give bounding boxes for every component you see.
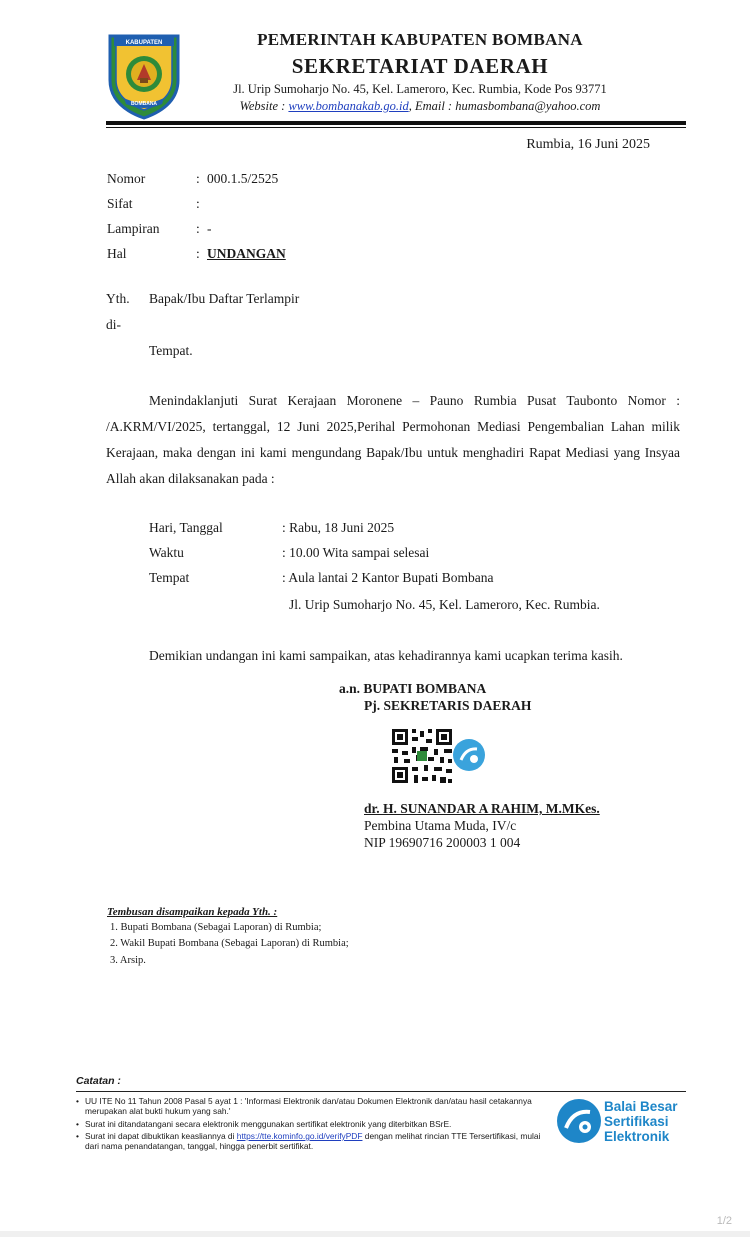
footer-note-verify [76,1131,546,1151]
qr-code [390,727,454,785]
closing-sentence: Demikian undangan ini kami sampaikan, atas kehadirannya kami ucapkan terima kasih. [149,648,623,663]
nomor-value: 000.1.5/2525 [207,171,279,186]
bsre-line: Elektronik [604,1129,670,1144]
bsre-seal-icon [452,738,486,772]
email-label: , Email : [408,99,456,113]
time-value: : 10.00 Wita sampai selesai [282,545,430,560]
bsre-wordmark [604,1099,704,1144]
footer-rule [76,1091,686,1092]
verify-link[interactable]: https://tte.kominfo.go.id/verifyPDF [236,1131,363,1141]
website-link[interactable]: www.bombanakab.go.id [288,99,409,113]
note-text [76,1131,546,1151]
letterhead-rule-thick [106,121,686,125]
signer-rank: Pembina Utama Muda, IV/c [364,818,517,833]
nomor-label: Nomor [107,171,146,186]
verify-text-pre: Surat ini dapat dibuktikan keasliannya di [85,1131,237,1141]
svg-text:BOMBANA: BOMBANA [130,101,158,107]
tembusan-item: 2. Wakil Bupati Bombana (Sebagai Laporan) di Rumbia; [110,938,349,949]
office-address: Jl. Urip Sumoharjo No. 45, Kel. Lameroro, Kec. Rumbia, Kode Pos 93771 [233,82,607,96]
signature-an: a.n. BUPATI BOMBANA [339,681,487,696]
footer-note-bsre [76,1119,566,1129]
bsre-line: Sertifikasi [604,1114,669,1129]
place-label: Tempat [149,570,190,585]
body-paragraph [106,388,680,492]
letterhead-rule-thin [106,127,686,128]
time-label: Waktu [149,545,184,560]
bullet: • [76,1131,79,1141]
government-name: PEMERINTAH KABUPATEN BOMBANA [257,30,583,49]
hal-colon: : [196,246,200,261]
lampiran-colon: : [196,221,200,236]
tembusan-item: 1. Bupati Bombana (Sebagai Laporan) di Rumbia; [110,922,322,933]
website-label: Website : [239,99,289,113]
bsre-logo-icon [556,1098,602,1144]
day-label: Hari, Tanggal [149,520,223,535]
place-address: Jl. Urip Sumoharjo No. 45, Kel. Lameroro, Kec. Rumbia. [289,597,600,612]
svg-text:KABUPATEN: KABUPATEN [125,40,163,46]
catatan-label: Catatan : [76,1075,121,1087]
tembusan-item: 3. Arsip. [110,955,146,966]
office-name: SEKRETARIAT DAERAH [291,54,549,78]
lampiran-value: - [207,221,212,236]
bullet: • [76,1096,79,1106]
yth-label: Yth. [106,291,130,306]
nomor-colon: : [196,171,200,186]
signature-role: Pj. SEKRETARIS DAERAH [364,698,532,713]
note-text: UU ITE No 11 Tahun 2008 Pasal 5 ayat 1 : 'Informasi Elektronik dan/atau Dokumen Elektronik dan/atau hasil cetakannya merupakan alat bukti hukum yang sah.' [85,1096,532,1116]
place-value: : Aula lantai 2 Kantor Bupati Bombana [282,570,494,585]
hal-label: Hal [107,246,127,261]
page-indicator: 1/2 [716,1215,732,1227]
signer-name: dr. H. SUNANDAR A RAHIM, M.MKes. [364,801,600,816]
lampiran-label: Lampiran [107,221,160,236]
di-label: di- [106,317,121,332]
tembusan-title: Tembusan disampaikan kepada Yth. : [107,906,278,918]
viewer-bottom-strip [0,1231,750,1237]
addressee-name: Bapak/Ibu Daftar Terlampir [149,291,300,306]
footer-note-ite [76,1096,566,1116]
sifat-colon: : [196,196,200,211]
email-address: humasbombana@yahoo.com [455,99,601,113]
addressee-place: Tempat. [149,343,193,358]
sifat-label: Sifat [107,196,133,211]
note-text: Surat ini ditandatangani secara elektronik menggunakan sertifikat elektronik yang diterbitkan BSrE. [85,1119,452,1129]
day-value: : Rabu, 18 Juni 2025 [282,520,395,535]
bullet: • [76,1119,79,1129]
body-paragraph-text: Menindaklanjuti Surat Kerajaan Moronene – Pauno Rumbia Pusat Taubonto Nomor : /A.KRM/VI/2025, tertanggal, 12 Juni 2025,Perihal Permohonan Mediasi Pengembalian Lahan milik Kerajaan, maka dengan ini kami mengundang Bapak/Ibu untuk menghadiri Rapat Mediasi yang Insyaa Allah akan dilaksanakan pada : [106,393,680,486]
bsre-line: Balai Besar [604,1099,678,1114]
signer-nip: NIP 19690716 200003 1 004 [364,835,521,850]
contact-line [0,99,750,114]
hal-value: UNDANGAN [207,246,286,261]
verify-text-post: dengan melihat rincian TTE Tersertifikasi, mulai dari nama penandatangan, tanggal, hingga penerbit sertifikat. [85,1131,541,1151]
letter-date: Rumbia, 16 Juni 2025 [526,137,650,152]
